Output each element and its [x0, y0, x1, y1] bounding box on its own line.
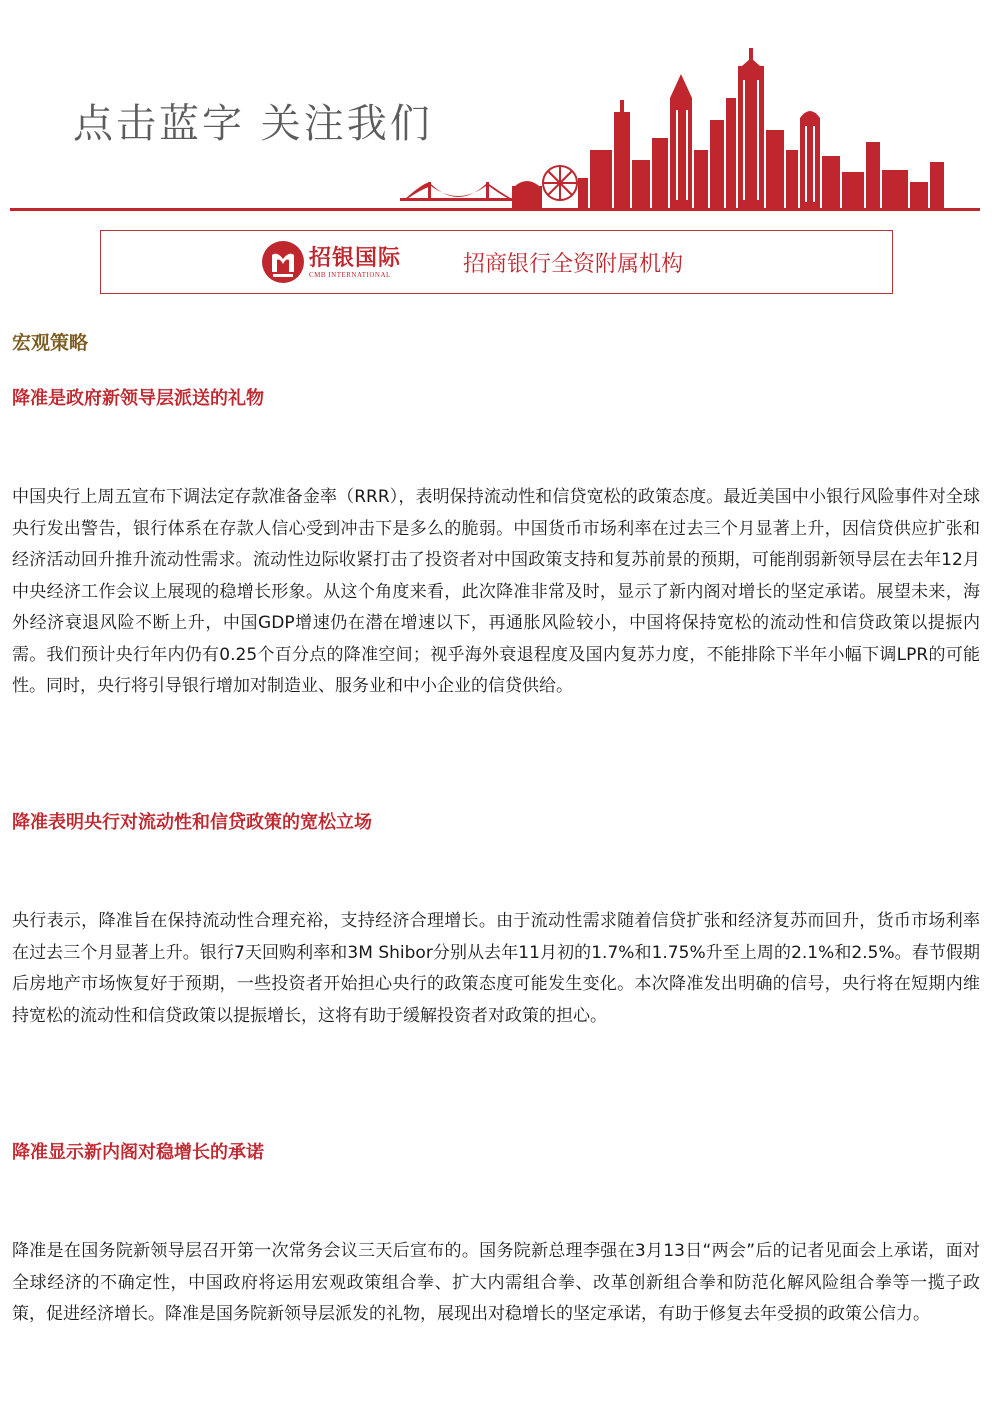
- category-label: 宏观策略: [12, 332, 89, 354]
- section-heading-1: 降准是政府新领导层派送的礼物: [12, 388, 264, 409]
- ferris-wheel-icon: [543, 166, 577, 200]
- brand-box[interactable]: [100, 230, 893, 294]
- header-banner: [0, 0, 992, 215]
- section-body-3: 降准是在国务院新领导层召开第一次常务会议三天后宣布的。国务院新总理李强在3月13日“两会”后的记者见面会上承诺，面对全球经济的不确定性，中国政府将运用宏观政策组合拳、扩大内需组合拳、改革创新组合拳和防范化解风险组合拳等一揽子政策，促进经济增长。降准是国务院新领导层派发的礼物，展现出对稳增长的坚定承诺，有助于修复去年受损的政策公信力。: [12, 1241, 980, 1324]
- city-skyline-illustration: [0, 0, 992, 215]
- section-body-2: 央行表示，降准旨在保持流动性合理充裕，支持经济合理增长。由于流动性需求随着信贷扩张和经济复苏而回升，货币市场利率在过去三个月显著上升。银行7天回购利率和3M Shibor分别从去年11月初的1.7%和1.75%升至上周的2.1%和2.5%。春节假期后房地产市场恢复好于预期，一些投资者开始担心央行的政策态度可能发生变化。本次降准发出明确的信号，央行将在短期内维持宽松的流动性和信贷政策以提振增长，这将有助于缓解投资者对政策的担心。: [12, 911, 980, 1026]
- section-heading-2: 降准表明央行对流动性和信贷政策的宽松立场: [12, 812, 372, 833]
- banner-divider: [10, 208, 980, 211]
- brand-name-en: CMB INTERNATIONAL: [309, 271, 391, 279]
- brand-tagline: 招商银行全资附属机构: [463, 252, 684, 277]
- bridge-icon: [400, 182, 515, 201]
- section-heading-3: 降准显示新内阁对稳增长的承诺: [12, 1142, 264, 1163]
- section-body-1: 中国央行上周五宣布下调法定存款准备金率（RRR），表明保持流动性和信贷宽松的政策态度。最近美国中小银行风险事件对全球央行发出警告，银行体系在存款人信心受到冲击下是多么的脆弱。中国货币市场利率在过去三个月显著上升，因信贷供应扩张和经济活动回升推升流动性需求。流动性边际收紧打击了投资者对中国政策支持和复苏前景的预期，可能削弱新领导层在去年12月中央经济工作会议上展现的稳增长形象。从这个角度来看，此次降准非常及时，显示了新内阁对增长的坚定承诺。展望未来，海外经济衰退风险不断上升，中国GDP增速仍在潜在增速以下，再通胀风险较小，中国将保持宽松的流动性和信贷政策以提振内需。我们预计央行年内仍有0.25个百分点的降准空间；视乎海外衰退程度及国内复苏力度，不能排除下半年小幅下调LPR的可能性。同时，央行将引导银行增加对制造业、服务业和中小企业的信贷供给。: [12, 487, 980, 696]
- cmb-international-logo-icon: [260, 239, 306, 285]
- follow-us-title[interactable]: 点击蓝字 关注我们: [73, 101, 433, 147]
- brand-name-cn: 招银国际: [309, 246, 402, 271]
